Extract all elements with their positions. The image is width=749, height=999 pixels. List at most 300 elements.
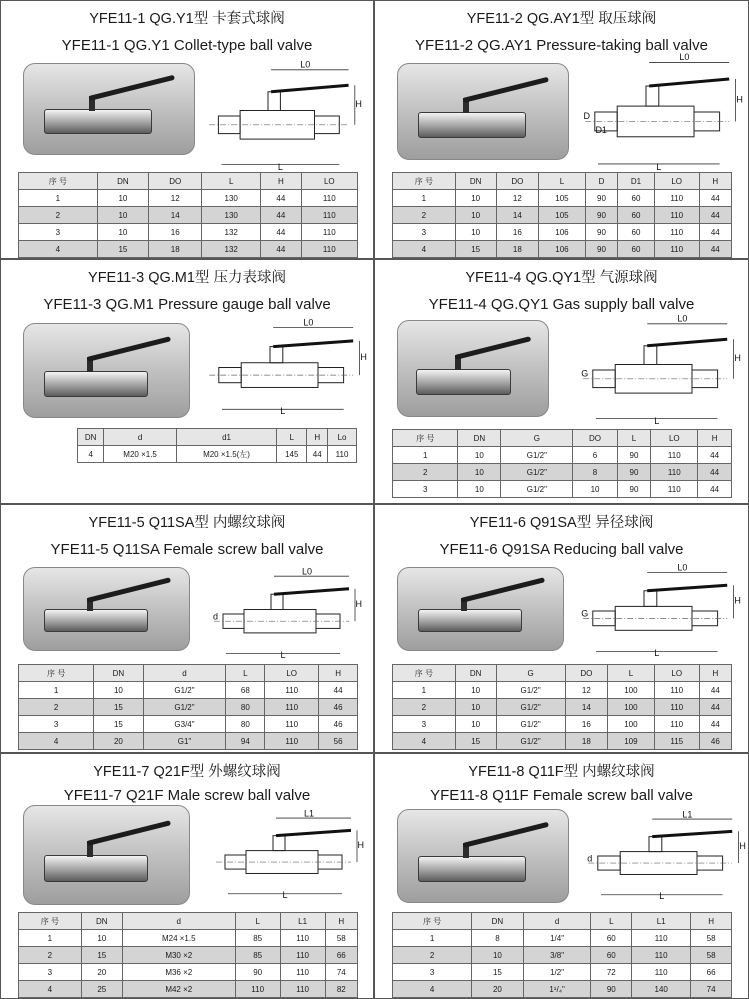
table-cell: 130 bbox=[202, 207, 261, 224]
table-row bbox=[393, 964, 732, 981]
table-row bbox=[19, 930, 358, 947]
panel-title-cn: YFE11-5 Q11SA型 内螺纹球阀 bbox=[88, 515, 286, 531]
table-cell: 110 bbox=[328, 446, 357, 463]
table-header-cell: 序 号 bbox=[19, 665, 94, 682]
valve-panel bbox=[374, 504, 749, 753]
table-header-row bbox=[78, 429, 357, 446]
table-cell: 1 bbox=[19, 682, 94, 699]
table-row bbox=[19, 207, 358, 224]
table-cell: 44 bbox=[699, 682, 731, 699]
table-header-cell: DN bbox=[97, 173, 148, 190]
table-cell: 10 bbox=[97, 207, 148, 224]
table-cell: 10 bbox=[97, 224, 148, 241]
dimension-label: L0 bbox=[677, 562, 688, 573]
table-cell: G1/2" bbox=[143, 682, 226, 699]
table-cell: 110 bbox=[265, 682, 319, 699]
drawing-handle bbox=[647, 339, 727, 346]
table-header-cell: 序 号 bbox=[393, 913, 472, 930]
table-header-cell: DN bbox=[78, 429, 104, 446]
valve-panel bbox=[0, 259, 374, 504]
valve-handle-image bbox=[88, 75, 175, 101]
table-row bbox=[393, 733, 732, 750]
table-cell: 10 bbox=[458, 481, 501, 498]
table-header-cell: H bbox=[325, 913, 357, 930]
table-header-cell: G bbox=[501, 430, 573, 447]
drawing-handle bbox=[271, 85, 349, 92]
table-cell: 18 bbox=[496, 241, 538, 258]
table-header-cell: H bbox=[307, 429, 328, 446]
table-header-cell: L bbox=[617, 430, 651, 447]
table-header-cell: 序 号 bbox=[393, 665, 456, 682]
table-cell: 10 bbox=[573, 481, 617, 498]
table-cell: 8 bbox=[573, 464, 617, 481]
table-cell: 10 bbox=[458, 464, 501, 481]
table-cell: 44 bbox=[698, 447, 732, 464]
dimension-label: L0 bbox=[677, 313, 688, 324]
table-cell: 10 bbox=[455, 190, 496, 207]
table-cell: 85 bbox=[235, 930, 280, 947]
valve-panel bbox=[0, 753, 374, 999]
table-cell: 60 bbox=[618, 224, 655, 241]
table-cell: 20 bbox=[94, 733, 143, 750]
valve-body-image bbox=[44, 609, 148, 632]
table-cell: 14 bbox=[149, 207, 202, 224]
table-cell: 94 bbox=[226, 733, 265, 750]
table-cell: 8 bbox=[472, 930, 524, 947]
table-row bbox=[19, 699, 358, 716]
table-cell: 15 bbox=[472, 964, 524, 981]
technical-drawing bbox=[580, 315, 740, 425]
table-cell: 110 bbox=[265, 733, 319, 750]
table-row bbox=[393, 464, 732, 481]
table-cell: 1/2" bbox=[523, 964, 591, 981]
table-row bbox=[393, 981, 732, 998]
table-cell: 110 bbox=[654, 190, 699, 207]
table-cell: 44 bbox=[699, 224, 731, 241]
table-cell: 90 bbox=[585, 207, 617, 224]
valve-body-image bbox=[44, 371, 148, 397]
table-header-cell: DN bbox=[94, 665, 143, 682]
table-cell: 15 bbox=[94, 716, 143, 733]
table-cell: 110 bbox=[654, 699, 699, 716]
table-cell: 15 bbox=[94, 699, 143, 716]
drawing-stem bbox=[644, 346, 657, 365]
panel-title-cn: YFE11-1 QG.Y1型 卡套式球阀 bbox=[89, 11, 285, 27]
table-row bbox=[19, 190, 358, 207]
table-cell: 4 bbox=[19, 241, 98, 258]
table-cell: 1 bbox=[393, 930, 472, 947]
table-cell: 110 bbox=[301, 207, 357, 224]
table-cell: 10 bbox=[455, 207, 496, 224]
dimension-label: D bbox=[583, 111, 591, 122]
table-cell: G1/2" bbox=[501, 464, 573, 481]
table-row bbox=[393, 930, 732, 947]
table-row bbox=[19, 733, 358, 750]
table-cell: 60 bbox=[618, 241, 655, 258]
table-cell: 16 bbox=[496, 224, 538, 241]
table-cell: 90 bbox=[585, 241, 617, 258]
table-cell: 58 bbox=[691, 947, 732, 964]
dimension-label: L1 bbox=[682, 809, 693, 820]
table-cell: 44 bbox=[261, 207, 302, 224]
table-cell: 110 bbox=[280, 930, 325, 947]
panel-title-en: YFE11-6 Q91SA Reducing ball valve bbox=[439, 541, 684, 558]
table-cell: 80 bbox=[226, 699, 265, 716]
table-cell: 60 bbox=[618, 190, 655, 207]
table-cell: 110 bbox=[654, 716, 699, 733]
table-cell: 16 bbox=[565, 716, 607, 733]
table-cell: 110 bbox=[632, 930, 691, 947]
table-cell: 105 bbox=[539, 190, 586, 207]
table-header-cell: H bbox=[319, 665, 358, 682]
valve-body-image bbox=[44, 109, 151, 134]
table-header-cell: 序 号 bbox=[19, 913, 82, 930]
table-cell: G1/2" bbox=[143, 699, 226, 716]
table-row bbox=[19, 981, 358, 998]
table-row bbox=[19, 964, 358, 981]
table-cell: 80 bbox=[226, 716, 265, 733]
table-cell: 110 bbox=[651, 481, 698, 498]
table-cell: 100 bbox=[608, 682, 655, 699]
table-cell: 4 bbox=[19, 733, 94, 750]
spec-table bbox=[392, 912, 732, 998]
table-cell: 2 bbox=[19, 947, 82, 964]
technical-drawing bbox=[213, 808, 364, 901]
table-cell: 18 bbox=[149, 241, 202, 258]
table-cell: 74 bbox=[691, 981, 732, 998]
valve-handle-image bbox=[454, 336, 531, 360]
valve-handle-image bbox=[462, 822, 549, 848]
table-cell: 1¹/₄" bbox=[523, 981, 591, 998]
table-cell: 58 bbox=[325, 930, 357, 947]
table-cell: 1 bbox=[19, 190, 98, 207]
dimension-label: L bbox=[654, 415, 660, 426]
table-cell: G1/2" bbox=[496, 699, 565, 716]
table-cell: 90 bbox=[617, 464, 651, 481]
dimension-label: H bbox=[357, 839, 364, 850]
table-cell: M30 ×2 bbox=[122, 947, 235, 964]
valve-body-image bbox=[416, 369, 511, 396]
table-header-cell: DO bbox=[496, 173, 538, 190]
table-header-cell: L bbox=[539, 173, 586, 190]
table-cell: 110 bbox=[654, 207, 699, 224]
table-header-row bbox=[19, 913, 358, 930]
table-cell: M36 ×2 bbox=[122, 964, 235, 981]
table-header-cell: L bbox=[226, 665, 265, 682]
drawing-stem bbox=[270, 347, 283, 363]
table-header-cell: LO bbox=[301, 173, 357, 190]
drawing-stem bbox=[649, 837, 662, 852]
table-cell: 46 bbox=[319, 716, 358, 733]
panel-title-en: YFE11-4 QG.QY1 Gas supply ball valve bbox=[428, 296, 695, 313]
valve-body-image bbox=[418, 609, 522, 632]
table-cell: 2 bbox=[393, 947, 472, 964]
table-row bbox=[78, 446, 357, 463]
table-cell: 68 bbox=[226, 682, 265, 699]
table-cell: 3 bbox=[19, 964, 82, 981]
table-cell: 44 bbox=[699, 190, 731, 207]
dimension-label: d bbox=[587, 853, 593, 864]
dimension-label: H bbox=[734, 353, 741, 364]
table-header-cell: L1 bbox=[280, 913, 325, 930]
table-cell: 44 bbox=[699, 241, 731, 258]
technical-drawing bbox=[582, 53, 742, 171]
table-cell: 10 bbox=[455, 716, 496, 733]
spec-table bbox=[18, 172, 358, 258]
panel-title-en: YFE11-5 Q11SA Female screw ball valve bbox=[50, 541, 324, 558]
drawing-handle bbox=[649, 79, 729, 86]
table-header-cell: DN bbox=[455, 665, 496, 682]
table-row bbox=[393, 716, 732, 733]
table-cell: 60 bbox=[591, 947, 632, 964]
table-cell: 15 bbox=[455, 241, 496, 258]
table-cell: 106 bbox=[539, 241, 586, 258]
table-cell: 110 bbox=[280, 947, 325, 964]
spec-table bbox=[77, 428, 357, 463]
table-cell: 10 bbox=[81, 930, 122, 947]
table-cell: 4 bbox=[78, 446, 104, 463]
table-cell: 60 bbox=[618, 207, 655, 224]
valve-handle-image bbox=[86, 337, 170, 363]
valve-photo bbox=[397, 63, 569, 160]
table-cell: 3 bbox=[393, 481, 458, 498]
table-cell: 25 bbox=[81, 981, 122, 998]
table-header-cell: H bbox=[699, 173, 731, 190]
table-cell: 130 bbox=[202, 190, 261, 207]
table-cell: 20 bbox=[472, 981, 524, 998]
table-cell: 10 bbox=[455, 699, 496, 716]
table-header-cell: LO bbox=[265, 665, 319, 682]
table-cell: 100 bbox=[608, 699, 655, 716]
table-cell: 44 bbox=[319, 682, 358, 699]
technical-drawing bbox=[206, 61, 361, 171]
dimension-label: H bbox=[360, 351, 367, 362]
valve-photo bbox=[23, 63, 195, 155]
drawing-handle bbox=[274, 589, 349, 594]
table-header-cell: H bbox=[691, 913, 732, 930]
table-header-cell: DN bbox=[81, 913, 122, 930]
table-header-cell: 序 号 bbox=[19, 173, 98, 190]
table-header-cell: L bbox=[235, 913, 280, 930]
table-cell: 132 bbox=[202, 241, 261, 258]
table-cell: 15 bbox=[81, 947, 122, 964]
table-header-cell: LO bbox=[654, 173, 699, 190]
table-cell: 44 bbox=[699, 716, 731, 733]
table-cell: M20 ×1.5 bbox=[104, 446, 176, 463]
table-cell: 110 bbox=[654, 241, 699, 258]
panel-title-cn: YFE11-4 QG.QY1型 气源球阀 bbox=[465, 270, 658, 286]
table-cell: 110 bbox=[301, 224, 357, 241]
table-cell: 90 bbox=[235, 964, 280, 981]
table-cell: 3 bbox=[393, 224, 456, 241]
table-cell: 14 bbox=[496, 207, 538, 224]
dimension-label: H bbox=[734, 595, 741, 606]
table-cell: 2 bbox=[393, 207, 456, 224]
table-header-cell: d bbox=[104, 429, 176, 446]
valve-handle-image bbox=[86, 577, 170, 603]
table-cell: M42 ×2 bbox=[122, 981, 235, 998]
valve-photo bbox=[23, 567, 190, 651]
spec-table bbox=[392, 664, 732, 750]
table-cell: 145 bbox=[277, 446, 307, 463]
table-header-cell: L bbox=[608, 665, 655, 682]
table-cell: 4 bbox=[19, 981, 82, 998]
dimension-label: H bbox=[355, 99, 362, 110]
dimension-label: L0 bbox=[301, 566, 313, 577]
table-cell: 4 bbox=[393, 241, 456, 258]
dimension-label: L1 bbox=[303, 808, 315, 819]
table-cell: 110 bbox=[651, 447, 698, 464]
table-cell: 44 bbox=[698, 481, 732, 498]
table-cell: 3 bbox=[19, 716, 94, 733]
table-row bbox=[19, 682, 358, 699]
table-header-row bbox=[393, 173, 732, 190]
table-cell: 110 bbox=[654, 682, 699, 699]
table-header-cell: Lo bbox=[328, 429, 357, 446]
table-cell: 1 bbox=[393, 682, 456, 699]
table-cell: 105 bbox=[539, 207, 586, 224]
table-header-cell: DO bbox=[573, 430, 617, 447]
table-header-cell: d bbox=[143, 665, 226, 682]
drawing-handle bbox=[276, 830, 351, 835]
table-header-cell: L bbox=[202, 173, 261, 190]
table-row bbox=[393, 447, 732, 464]
dimension-label: G bbox=[581, 368, 589, 379]
table-cell: 16 bbox=[149, 224, 202, 241]
drawing-handle bbox=[273, 341, 353, 347]
table-cell: 140 bbox=[632, 981, 691, 998]
table-cell: G1/2" bbox=[496, 733, 565, 750]
table-cell: 10 bbox=[97, 190, 148, 207]
spec-table bbox=[392, 429, 732, 498]
table-row bbox=[19, 224, 358, 241]
table-cell: 2 bbox=[19, 699, 94, 716]
table-row bbox=[393, 947, 732, 964]
valve-handle-image bbox=[460, 577, 544, 603]
table-cell: 110 bbox=[280, 981, 325, 998]
dimension-label: D1 bbox=[595, 125, 607, 136]
table-cell: G1/2" bbox=[501, 447, 573, 464]
panel-title-cn: YFE11-2 QG.AY1型 取压球阀 bbox=[466, 11, 657, 27]
valve-handle-image bbox=[86, 821, 170, 847]
table-cell: 20 bbox=[81, 964, 122, 981]
table-header-cell: d bbox=[523, 913, 591, 930]
technical-drawing bbox=[211, 566, 362, 661]
table-header-cell: DN bbox=[458, 430, 501, 447]
dimension-label: L bbox=[659, 891, 665, 902]
table-row bbox=[393, 207, 732, 224]
table-cell: G1" bbox=[143, 733, 226, 750]
table-cell: 10 bbox=[455, 224, 496, 241]
table-cell: 2 bbox=[393, 699, 456, 716]
table-cell: 60 bbox=[591, 930, 632, 947]
valve-panel bbox=[374, 259, 749, 504]
valve-body-image bbox=[418, 856, 525, 882]
dimension-label: d bbox=[212, 611, 219, 622]
table-cell: 15 bbox=[455, 733, 496, 750]
table-cell: 4 bbox=[393, 733, 456, 750]
drawing-stem bbox=[268, 92, 280, 111]
valve-body-image bbox=[44, 855, 148, 882]
table-cell: 1/4" bbox=[523, 930, 591, 947]
table-cell: 2 bbox=[393, 464, 458, 481]
table-cell: 90 bbox=[585, 190, 617, 207]
table-cell: 90 bbox=[617, 481, 651, 498]
panel-title-en: YFE11-7 Q21F Male screw ball valve bbox=[63, 787, 311, 804]
table-header-row bbox=[19, 173, 358, 190]
table-header-row bbox=[393, 430, 732, 447]
table-cell: 10 bbox=[458, 447, 501, 464]
table-cell: 110 bbox=[235, 981, 280, 998]
dimension-label: L bbox=[277, 161, 283, 172]
table-header-row bbox=[393, 913, 732, 930]
dimension-label: L bbox=[282, 890, 288, 901]
table-header-cell: DN bbox=[472, 913, 524, 930]
valve-panel bbox=[0, 0, 374, 259]
table-header-cell: d1 bbox=[176, 429, 276, 446]
table-cell: 44 bbox=[699, 699, 731, 716]
table-cell: 109 bbox=[608, 733, 655, 750]
table-cell: G1/2" bbox=[496, 716, 565, 733]
table-cell: 72 bbox=[591, 964, 632, 981]
drawing-handle bbox=[647, 585, 727, 591]
table-header-cell: D bbox=[585, 173, 617, 190]
valve-panel bbox=[374, 753, 749, 999]
table-cell: 3 bbox=[19, 224, 98, 241]
table-cell: 110 bbox=[632, 964, 691, 981]
drawing-stem bbox=[273, 836, 285, 851]
valve-panel bbox=[374, 0, 749, 259]
valve-photo bbox=[23, 323, 190, 418]
drawing-stem bbox=[271, 594, 283, 609]
table-row bbox=[19, 241, 358, 258]
table-cell: 10 bbox=[455, 682, 496, 699]
table-cell: 1 bbox=[393, 190, 456, 207]
table-cell: 15 bbox=[97, 241, 148, 258]
table-row bbox=[393, 682, 732, 699]
table-header-cell: DO bbox=[565, 665, 607, 682]
drawing-handle bbox=[652, 831, 732, 836]
table-cell: 10 bbox=[472, 947, 524, 964]
table-cell: 14 bbox=[565, 699, 607, 716]
dimension-label: L bbox=[280, 650, 286, 661]
table-cell: M20 ×1.5(左) bbox=[176, 446, 276, 463]
panel-title-en: YFE11-1 QG.Y1 Collet-type ball valve bbox=[61, 37, 313, 54]
table-row bbox=[393, 224, 732, 241]
table-row bbox=[393, 241, 732, 258]
technical-drawing bbox=[206, 317, 367, 417]
table-cell: 44 bbox=[261, 224, 302, 241]
table-cell: 66 bbox=[691, 964, 732, 981]
table-cell: 90 bbox=[617, 447, 651, 464]
table-header-cell: 序 号 bbox=[393, 430, 458, 447]
dimension-label: L0 bbox=[300, 59, 311, 70]
table-cell: 46 bbox=[319, 699, 358, 716]
table-cell: 18 bbox=[565, 733, 607, 750]
technical-drawing bbox=[580, 562, 741, 659]
table-cell: 106 bbox=[539, 224, 586, 241]
table-header-cell: H bbox=[699, 665, 731, 682]
table-header-cell: d bbox=[122, 913, 235, 930]
panel-title-en: YFE11-3 QG.M1 Pressure gauge ball valve bbox=[43, 296, 331, 313]
table-cell: 44 bbox=[261, 241, 302, 258]
table-row bbox=[19, 716, 358, 733]
table-cell: 56 bbox=[319, 733, 358, 750]
table-row bbox=[393, 699, 732, 716]
panel-title-cn: YFE11-8 Q11F型 内螺纹球阀 bbox=[468, 764, 655, 780]
panel-title-cn: YFE11-6 Q91SA型 异径球阀 bbox=[469, 515, 654, 531]
table-cell: 3 bbox=[393, 716, 456, 733]
